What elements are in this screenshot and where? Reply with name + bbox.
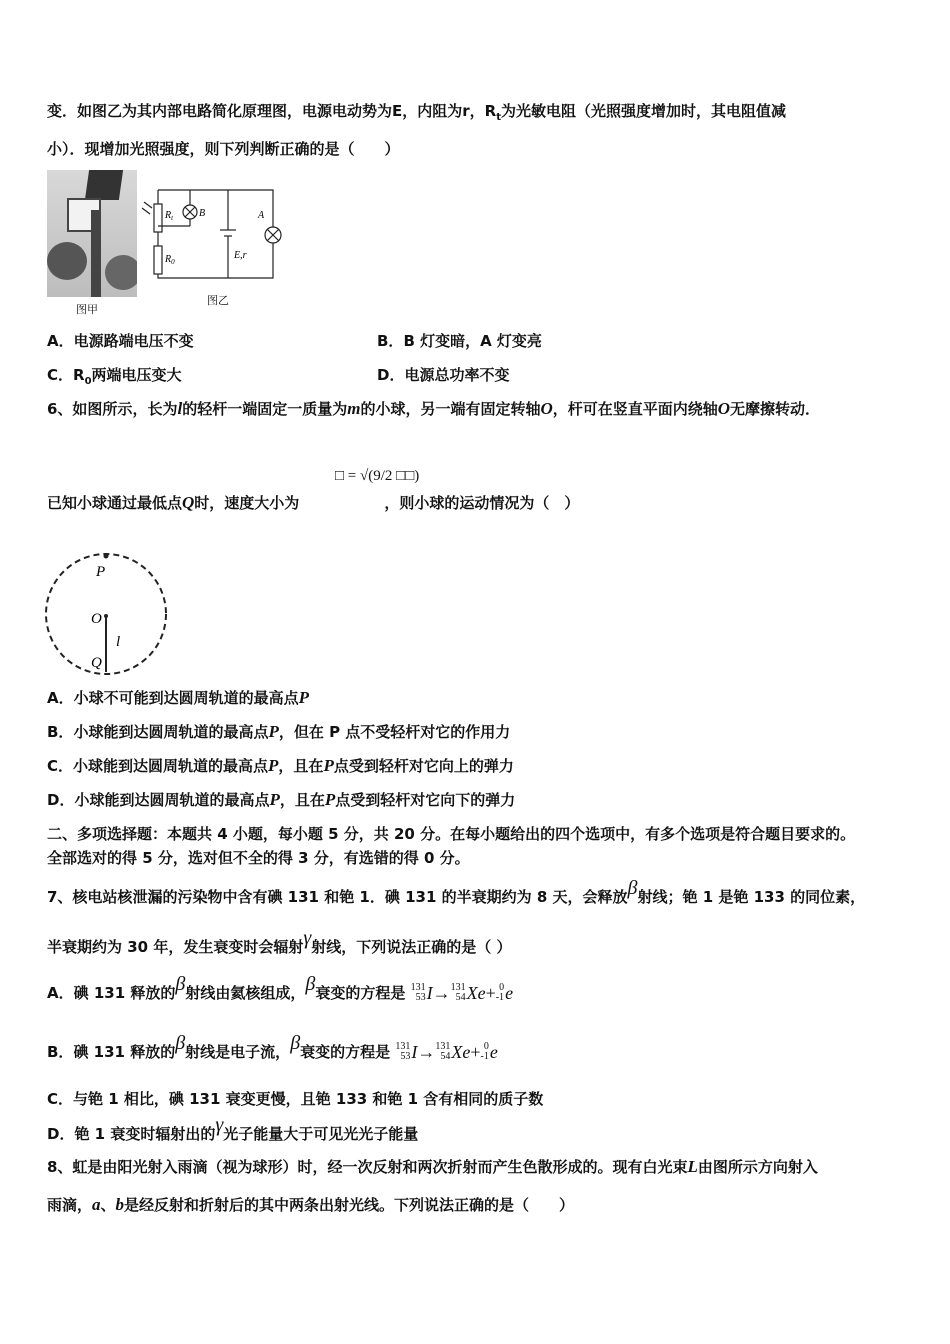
q6-option-a[interactable]	[47, 688, 309, 708]
section2-instructions: 全部选对的得 5 分，选对但不全的得 3 分，有选错的得 0 分。	[47, 849, 470, 867]
label-p: P	[96, 564, 106, 580]
beta-symbol: β	[175, 973, 186, 995]
gamma-symbol: γ	[303, 927, 312, 949]
option-label: B．	[47, 723, 74, 741]
q6-option-b[interactable]	[47, 722, 510, 742]
svg-text:Rt	[164, 210, 174, 222]
label-r0: R	[165, 254, 172, 265]
element: e	[489, 1042, 498, 1062]
q7-stem-line1	[47, 877, 866, 907]
element: I	[411, 1042, 418, 1062]
option-text: 碘 131 释放的	[73, 1043, 176, 1061]
option-text: 小球能到达圆周轨道的最高点	[73, 723, 269, 741]
text: ，则小球的运动情况为（ ）	[384, 494, 580, 512]
mass-number: 131	[450, 982, 466, 993]
text: 射线，下列说法正确的是（ ）	[311, 938, 512, 956]
element: I	[426, 983, 433, 1003]
option-text: 电源路端电压不变	[73, 332, 194, 350]
var-p: P	[324, 790, 336, 809]
text: 7、核电站核泄漏的污染物中含有碘 131 和铯 1．碘 131 的半衰期约为 8 天，会释放	[47, 888, 628, 906]
label-a: A	[258, 210, 265, 221]
velocity-formula: □ = √(9/2 □□)	[335, 468, 420, 484]
option-text: 小球能到达圆周轨道的最高点	[74, 791, 270, 809]
option-text: ，但在 P 点不受轻杆对它的作用力	[278, 723, 511, 741]
plus: +	[485, 983, 496, 1003]
element: e	[505, 983, 514, 1003]
text: 变．如图乙为其内部电路简化原理图，电源电动势为E，内阻为r，R	[47, 102, 497, 120]
q8-stem-line1	[47, 1157, 818, 1177]
text: 的小球，另一端有固定转轴	[360, 400, 541, 418]
var-l: L	[687, 1157, 698, 1176]
decay-equation	[395, 1042, 497, 1062]
arrow: →	[417, 1042, 436, 1062]
q6-option-d[interactable]	[47, 790, 515, 810]
atomic-number: -1	[495, 992, 505, 1003]
mass-number: 0	[499, 982, 505, 993]
option-label: D．	[47, 791, 75, 809]
beta-symbol: β	[627, 877, 638, 899]
var-p: P	[323, 756, 334, 775]
option-text: 两端电压变大	[91, 366, 182, 384]
mass-number: 131	[410, 982, 426, 993]
subscript: 0	[84, 376, 92, 387]
atomic-number: 53	[415, 992, 426, 1003]
var-b: b	[115, 1195, 125, 1214]
option-text: 点受到轻杆对它向上的弹力	[333, 757, 514, 775]
option-text: 电源总功率不变	[404, 366, 510, 384]
option-text: 衰变的方程是	[300, 1043, 391, 1061]
beta-symbol: β	[305, 973, 316, 995]
label-rt-sub: t	[171, 214, 174, 222]
atomic-number: -1	[480, 1051, 489, 1062]
var-p: P	[269, 790, 280, 809]
figure-a-caption: 图甲	[76, 303, 98, 316]
mass-number: 131	[395, 1041, 411, 1052]
option-label: D．	[377, 366, 405, 384]
text: 为光敏电阻（光照强度增加时，其电阻值减	[500, 102, 786, 120]
q7-option-c[interactable]	[47, 1089, 543, 1109]
arrow: →	[432, 983, 451, 1003]
var-a: a	[92, 1195, 101, 1214]
text: 射线；铯 1 是铯 133 的同位素，	[637, 888, 866, 906]
q5-stem-line1	[47, 101, 786, 128]
label-b: B	[199, 208, 206, 219]
q5-option-b[interactable]	[377, 331, 542, 351]
option-label: C．	[47, 366, 74, 384]
label-l: l	[116, 634, 121, 650]
option-label: A．	[47, 332, 74, 350]
option-text: ，且在	[279, 791, 325, 809]
option-text: 碘 131 释放的	[73, 984, 176, 1002]
q7-option-b[interactable]	[47, 1032, 498, 1070]
option-text: 光子能量大于可见光光子能量	[223, 1125, 419, 1143]
label-q: Q	[91, 655, 102, 671]
text: 、	[100, 1196, 116, 1214]
option-label: C．	[47, 1090, 74, 1108]
atomic-number: 54	[455, 992, 466, 1003]
option-label: D．	[47, 1125, 75, 1143]
text: 雨滴，	[47, 1196, 93, 1214]
option-text: B 灯变暗，A 灯变亮	[403, 332, 542, 350]
q7-stem-line2	[47, 927, 512, 957]
label-r0-sub: 0	[171, 258, 175, 266]
label-o: O	[91, 611, 102, 627]
circuit-diagram	[140, 178, 290, 293]
q7-option-d[interactable]	[47, 1114, 419, 1144]
option-label: A．	[47, 984, 74, 1002]
text: 时，速度大小为	[194, 494, 300, 512]
var-o: O	[540, 399, 553, 418]
text: 是经反射和折射后的其中两条出射光线。下列说法正确的是（ ）	[124, 1196, 575, 1214]
option-text: 小球不可能到达圆周轨道的最高点	[73, 689, 299, 707]
q6-stem-line2	[47, 493, 579, 513]
element: Xe	[466, 983, 486, 1003]
mass-number: 0	[483, 1041, 489, 1052]
figure-streetlamp-photo	[47, 170, 137, 297]
beta-symbol: β	[175, 1032, 186, 1054]
q5-option-a[interactable]	[47, 331, 194, 351]
option-text: 与铯 1 相比，碘 131 衰变更慢，且铯 133 和铯 1 含有相同的质子数	[73, 1090, 544, 1108]
q6-option-c[interactable]	[47, 756, 514, 776]
q7-option-a[interactable]	[47, 973, 514, 1011]
text: 6、如图所示，长为	[47, 400, 178, 418]
figure-b-caption: 图乙	[207, 294, 229, 307]
option-text: 衰变的方程是	[315, 984, 406, 1002]
option-text: 射线由氦核组成，	[185, 984, 306, 1002]
text: 已知小球通过最低点	[47, 494, 183, 512]
gamma-symbol: γ	[215, 1114, 224, 1136]
var-p: P	[268, 722, 279, 741]
option-label: C．	[47, 757, 74, 775]
section2-heading: 二、多项选择题：本题共 4 小题，每小题 5 分，共 20 分。在每小题给出的四个选项中，有多个选项是符合题目要求的。	[47, 825, 856, 843]
atomic-number: 54	[440, 1051, 451, 1062]
text: 无摩擦转动．	[730, 400, 821, 418]
text: 由图所示方向射入	[697, 1158, 818, 1176]
var-l: l	[177, 399, 183, 418]
svg-text:R0	[164, 254, 175, 266]
option-label: B．	[47, 1043, 74, 1061]
q5-option-d[interactable]	[377, 365, 509, 385]
text: ，杆可在竖直平面内绕轴	[552, 400, 718, 418]
option-text: 铯 1 衰变时辐射出的	[74, 1125, 216, 1143]
var-p: P	[298, 688, 310, 707]
label-er: E,r	[234, 250, 247, 261]
q6-stem-line1	[47, 399, 820, 419]
plus: +	[470, 1042, 481, 1062]
var-o: O	[717, 399, 731, 418]
label-rt: R	[165, 210, 172, 221]
q5-stem-line2: 小）．现增加光照强度，则下列判断正确的是（ ）	[47, 140, 400, 158]
text: 8、虹是由阳光射入雨滴（视为球形）时，经一次反射和两次折射而产生色散形成的。现有白光束	[47, 1158, 688, 1176]
option-text: R	[73, 366, 85, 384]
subscript: t	[496, 112, 501, 123]
option-text: 射线是电子流，	[185, 1043, 291, 1061]
option-text: ，且在	[278, 757, 324, 775]
text: 的轻杆一端固定一质量为	[182, 400, 348, 418]
q5-option-c[interactable]	[47, 365, 182, 392]
var-p: P	[268, 756, 279, 775]
decay-equation	[411, 983, 513, 1003]
option-label: B．	[377, 332, 404, 350]
option-text: 点受到轻杆对它向下的弹力	[335, 791, 516, 809]
element: Xe	[451, 1042, 471, 1062]
atomic-number: 53	[400, 1051, 411, 1062]
var-m: m	[347, 399, 361, 418]
option-label: A．	[47, 689, 74, 707]
text: 半衰期约为 30 年，发生衰变时会辐射	[47, 938, 304, 956]
circular-motion-diagram	[40, 550, 180, 680]
q8-stem-line2	[47, 1195, 574, 1215]
option-text: 小球能到达圆周轨道的最高点	[73, 757, 269, 775]
beta-symbol: β	[290, 1032, 301, 1054]
mass-number: 131	[435, 1041, 451, 1052]
var-q: Q	[182, 493, 195, 512]
